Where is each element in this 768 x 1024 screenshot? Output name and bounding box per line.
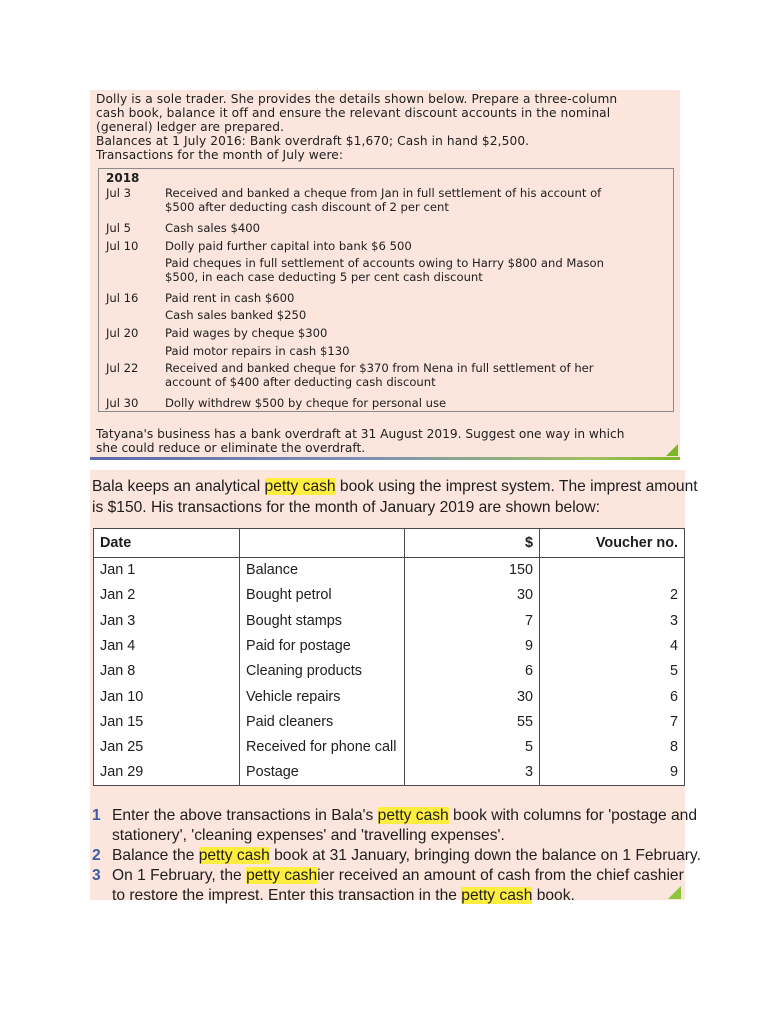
transaction-text xyxy=(165,186,665,214)
corner-accent xyxy=(666,444,678,456)
transaction-text xyxy=(165,396,665,410)
question-line: Tatyana's business has a bank overdraft at 31 August 2019. Suggest one way in which xyxy=(96,427,625,441)
transaction-date: Jul 30 xyxy=(106,396,139,410)
transaction-line: Dolly paid further capital into bank $6 500 xyxy=(165,239,412,253)
transaction-date: Jul 10 xyxy=(106,239,139,253)
cell-amount: 30 xyxy=(405,583,540,608)
text-segment: book. xyxy=(532,887,575,904)
transaction-date: Jul 16 xyxy=(106,291,139,305)
transaction-line: account of $400 after deducting cash discount xyxy=(165,375,436,389)
cell-date: Jan 4 xyxy=(94,633,240,658)
highlighted-term: petty cash xyxy=(198,847,270,864)
cell-description: Balance xyxy=(240,558,405,583)
question-line: she could reduce or eliminate the overdraft. xyxy=(96,441,366,455)
transaction-date: Jul 3 xyxy=(106,186,132,200)
cell-voucher: 6 xyxy=(540,684,685,709)
cell-voucher: 9 xyxy=(540,760,685,785)
corner-accent xyxy=(668,886,681,899)
highlighted-term: petty cash xyxy=(246,867,318,884)
question-number: 2 xyxy=(92,847,101,864)
petty-cash-intro xyxy=(92,476,698,518)
cell-description: Received for phone call xyxy=(240,735,405,760)
cash-book-exercise-panel xyxy=(90,90,680,460)
transaction-text xyxy=(165,256,665,284)
header-voucher: Voucher no. xyxy=(540,529,685,558)
transaction-text xyxy=(165,361,665,389)
cell-date: Jan 3 xyxy=(94,608,240,633)
intro-line: Balances at 1 July 2016: Bank overdraft $1,670; Cash in hand $2,500. xyxy=(96,134,530,148)
table-row xyxy=(94,659,685,684)
overdraft-question xyxy=(96,427,676,455)
table-row xyxy=(94,760,685,785)
transaction-line: Received and banked a cheque from Jan in full settlement of his account of xyxy=(165,186,602,200)
transaction-text xyxy=(165,239,665,253)
question-item xyxy=(92,846,701,866)
question-line xyxy=(112,886,684,906)
question-line xyxy=(112,806,698,826)
header-date: Date xyxy=(94,529,240,558)
transaction-line: Received and banked cheque for $370 from Nena in full settlement of her xyxy=(165,361,594,375)
question-line xyxy=(112,846,701,866)
cell-amount: 7 xyxy=(405,608,540,633)
transaction-line: Paid cheques in full settlement of accounts owing to Harry $800 and Mason xyxy=(165,256,604,270)
highlighted-term: petty cash xyxy=(461,887,533,904)
transaction-line: Cash sales $400 xyxy=(165,221,261,235)
cell-description: Bought petrol xyxy=(240,583,405,608)
transactions-box xyxy=(98,168,674,412)
table-row xyxy=(94,558,685,583)
transaction-text xyxy=(165,344,665,358)
cell-amount: 3 xyxy=(405,760,540,785)
table-row xyxy=(94,684,685,709)
table-row xyxy=(94,735,685,760)
text-segment: to restore the imprest. Enter this transaction in the xyxy=(112,887,462,904)
section-divider xyxy=(90,457,680,460)
petty-cash-table xyxy=(93,528,685,786)
cell-date: Jan 10 xyxy=(94,684,240,709)
transaction-text xyxy=(165,308,665,322)
petty-cash-exercise-panel xyxy=(90,470,701,904)
question-number: 1 xyxy=(92,807,101,824)
text-segment: Bala keeps an analytical xyxy=(92,478,265,495)
text-segment: stationery', 'cleaning expenses' and 'travelling expenses'. xyxy=(112,827,505,844)
question-line xyxy=(112,866,684,886)
intro-line: cash book, balance it off and ensure the relevant discount accounts in the nominal xyxy=(96,106,611,120)
text-segment: On 1 February, the xyxy=(112,867,247,884)
transaction-text xyxy=(165,326,665,340)
cell-amount: 150 xyxy=(405,558,540,583)
text-segment: book at 31 January, bringing down the balance on 1 February. xyxy=(269,847,701,864)
cell-description: Vehicle repairs xyxy=(240,684,405,709)
intro-line: Dolly is a sole trader. She provides the details shown below. Prepare a three-column xyxy=(96,92,618,106)
cell-description: Cleaning products xyxy=(240,659,405,684)
cell-voucher: 5 xyxy=(540,659,685,684)
cell-voucher: 3 xyxy=(540,608,685,633)
cell-amount: 5 xyxy=(405,735,540,760)
cell-voucher: 2 xyxy=(540,583,685,608)
transaction-date: Jul 5 xyxy=(106,221,132,235)
transaction-line: $500, in each case deducting 5 per cent cash discount xyxy=(165,270,483,284)
table-row xyxy=(94,709,685,734)
header-amount: $ xyxy=(405,529,540,558)
cell-date: Jan 2 xyxy=(94,583,240,608)
cell-description: Bought stamps xyxy=(240,608,405,633)
cell-description: Paid for postage xyxy=(240,633,405,658)
cell-date: Jan 15 xyxy=(94,709,240,734)
question-item xyxy=(92,866,684,906)
table-row xyxy=(94,583,685,608)
transaction-line: Paid wages by cheque $300 xyxy=(165,326,328,340)
highlighted-term: petty cash xyxy=(264,478,336,495)
text-segment: Enter the above transactions in Bala's xyxy=(112,807,378,824)
transaction-line: Dolly withdrew $500 by cheque for personal use xyxy=(165,396,447,410)
cell-description: Postage xyxy=(240,760,405,785)
cell-amount: 30 xyxy=(405,684,540,709)
question-item xyxy=(92,806,698,846)
cell-description: Paid cleaners xyxy=(240,709,405,734)
transaction-line: Paid motor repairs in cash $130 xyxy=(165,344,350,358)
intro-line-2: is $150. His transactions for the month of January 2019 are shown below: xyxy=(92,499,600,516)
intro-line: Transactions for the month of July were: xyxy=(96,148,344,162)
cell-voucher: 4 xyxy=(540,633,685,658)
question-line xyxy=(112,826,684,846)
text-segment: book with columns for 'postage and xyxy=(448,807,698,824)
cell-voucher: 7 xyxy=(540,709,685,734)
transaction-line: Paid rent in cash $600 xyxy=(165,291,295,305)
year-heading: 2018 xyxy=(106,171,140,185)
intro-line: (general) ledger are prepared. xyxy=(96,120,285,134)
cell-amount: 55 xyxy=(405,709,540,734)
text-segment: Balance the xyxy=(112,847,199,864)
header-description xyxy=(240,529,405,558)
table-body xyxy=(94,558,685,786)
transaction-date: Jul 22 xyxy=(106,361,139,375)
exercise-intro xyxy=(96,92,676,162)
table-header-row xyxy=(94,529,685,558)
cell-voucher: 8 xyxy=(540,735,685,760)
cell-date: Jan 25 xyxy=(94,735,240,760)
text-segment: book using the imprest system. The imprest amount xyxy=(335,478,698,495)
table-row xyxy=(94,608,685,633)
intro-line-1 xyxy=(92,476,698,497)
transaction-line: Cash sales banked $250 xyxy=(165,308,307,322)
cell-voucher xyxy=(540,558,685,583)
transaction-line: $500 after deducting cash discount of 2 per cent xyxy=(165,200,449,214)
highlighted-term: petty cash xyxy=(377,807,449,824)
cell-amount: 9 xyxy=(405,633,540,658)
question-number: 3 xyxy=(92,867,101,884)
cell-date: Jan 29 xyxy=(94,760,240,785)
transaction-date: Jul 20 xyxy=(106,326,139,340)
cell-amount: 6 xyxy=(405,659,540,684)
table-row xyxy=(94,633,685,658)
transaction-text xyxy=(165,221,665,235)
cell-date: Jan 8 xyxy=(94,659,240,684)
question-list xyxy=(92,806,701,906)
text-segment: ier received an amount of cash from the chief cashier xyxy=(317,867,684,884)
transaction-text xyxy=(165,291,665,305)
cell-date: Jan 1 xyxy=(94,558,240,583)
